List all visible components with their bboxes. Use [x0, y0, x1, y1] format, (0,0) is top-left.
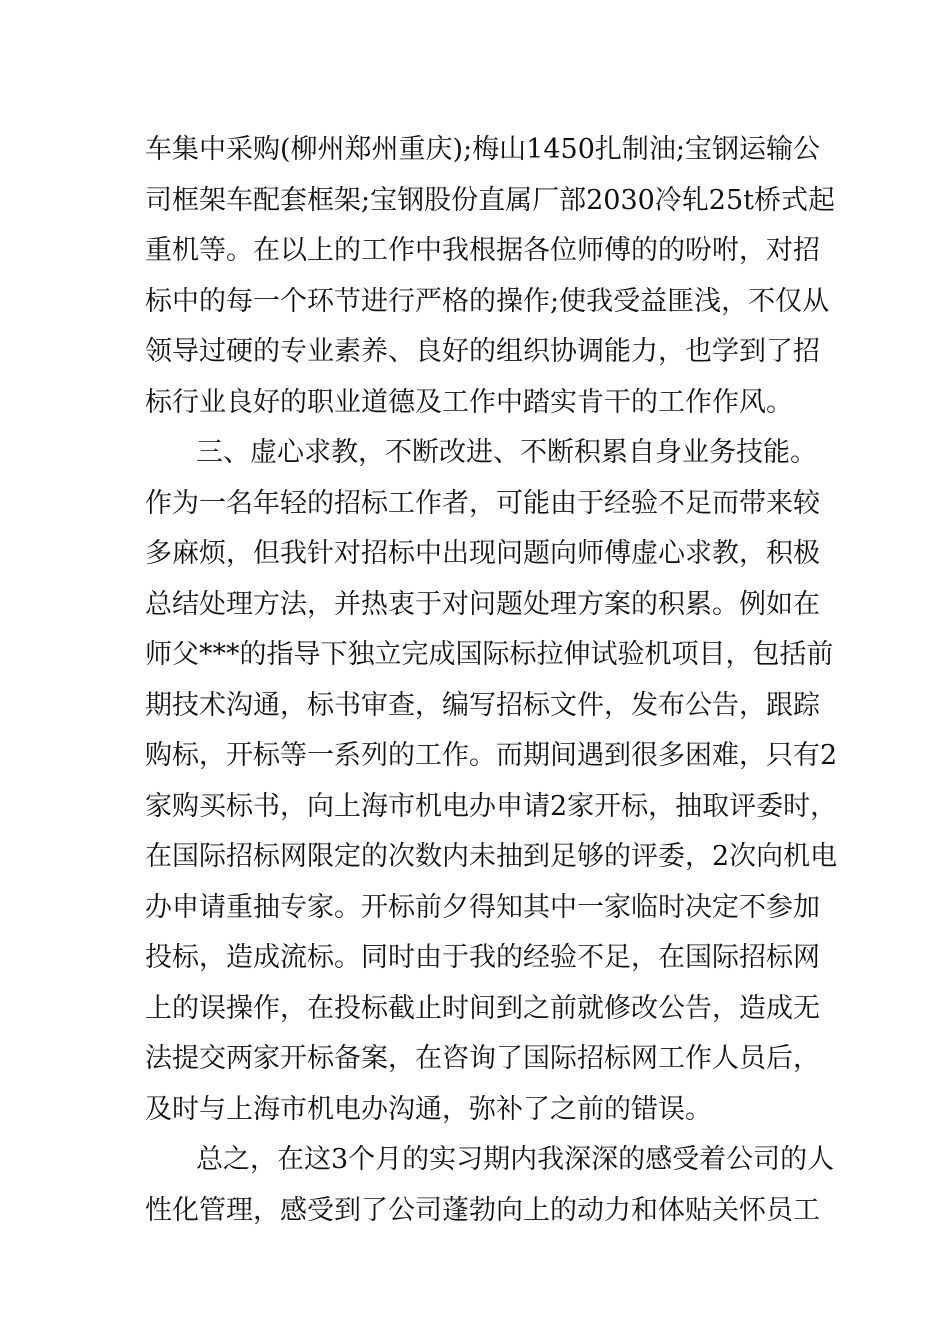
text-line-content: 作为一名年轻的招标工作者，可能由于经验不足而带来较	[145, 488, 820, 519]
text-line-content: 办申请重抽专家。开标前夕得知其中一家临时决定不参加	[145, 892, 820, 923]
text-line-content: 领导过硬的专业素养、良好的组织协调能力，也学到了招	[145, 336, 820, 367]
text-line-content: 标行业良好的职业道德及工作中踏实肯干的工作作风。	[145, 387, 793, 418]
text-line-content: 投标，造成流标。同时由于我的经验不足，在国际招标网	[145, 942, 820, 973]
text-line	[0, 628, 950, 682]
text-line	[0, 1032, 950, 1086]
section-heading: 三、虚心求教，不断改进、不断积累自身业务技能。	[196, 437, 817, 468]
text-line-content: 购标，开标等一系列的工作。而期间遇到很多困难，只有2	[145, 740, 838, 771]
text-line	[0, 881, 950, 935]
section-heading-line	[0, 426, 950, 480]
text-line-content: 多麻烦，但我针对招标中出现问题向师傅虚心求教，积极	[145, 538, 820, 569]
text-line	[0, 224, 950, 278]
text-line-content: 在国际招标网限定的次数内未抽到足够的评委，2次向机电	[145, 841, 838, 872]
text-line-content: 总之，在这3个月的实习期内我深深的感受着公司的人	[196, 1144, 835, 1175]
text-line-content: 重机等。在以上的工作中我根据各位师傅的的吩咐，对招	[145, 235, 820, 266]
text-line	[0, 679, 950, 733]
text-line	[0, 1184, 950, 1238]
text-line	[0, 376, 950, 430]
text-line-content: 总结处理方法，并热衷于对问题处理方案的积累。例如在	[145, 589, 820, 620]
text-line-content: 法提交两家开标备案，在咨询了国际招标网工作人员后，	[145, 1043, 820, 1074]
text-line	[0, 527, 950, 581]
text-line	[0, 275, 950, 329]
text-line	[0, 123, 950, 177]
text-line	[0, 325, 950, 379]
text-line	[0, 174, 950, 228]
text-line-content: 师父***的指导下独立完成国际标拉伸试验机项目，包括前	[145, 639, 834, 670]
text-line	[0, 830, 950, 884]
text-line	[0, 780, 950, 834]
text-line	[0, 1083, 950, 1137]
text-line-content: 家购买标书，向上海市机电办申请2家开标，抽取评委时，	[145, 791, 838, 822]
text-line-content: 上的误操作，在投标截止时间到之前就修改公告，造成无	[145, 993, 820, 1024]
text-line	[0, 477, 950, 531]
text-line	[0, 931, 950, 985]
text-line	[0, 982, 950, 1036]
text-line-content: 性化管理，感受到了公司蓬勃向上的动力和体贴关怀员工	[145, 1195, 820, 1226]
text-line	[0, 729, 950, 783]
text-line-content: 期技术沟通，标书审查，编写招标文件，发布公告，跟踪	[145, 690, 820, 721]
text-line	[0, 578, 950, 632]
text-line-content: 及时与上海市机电办沟通，弥补了之前的错误。	[145, 1094, 712, 1125]
paragraph-first-line	[0, 1133, 950, 1187]
text-line-content: 标中的每一个环节进行严格的操作;使我受益匪浅，不仅从	[145, 286, 830, 317]
text-line-content: 车集中采购(柳州郑州重庆);梅山1450扎制油;宝钢运输公	[145, 134, 820, 165]
text-line-content: 司框架车配套框架;宝钢股份直属厂部2030冷轧25t桥式起	[145, 185, 836, 216]
